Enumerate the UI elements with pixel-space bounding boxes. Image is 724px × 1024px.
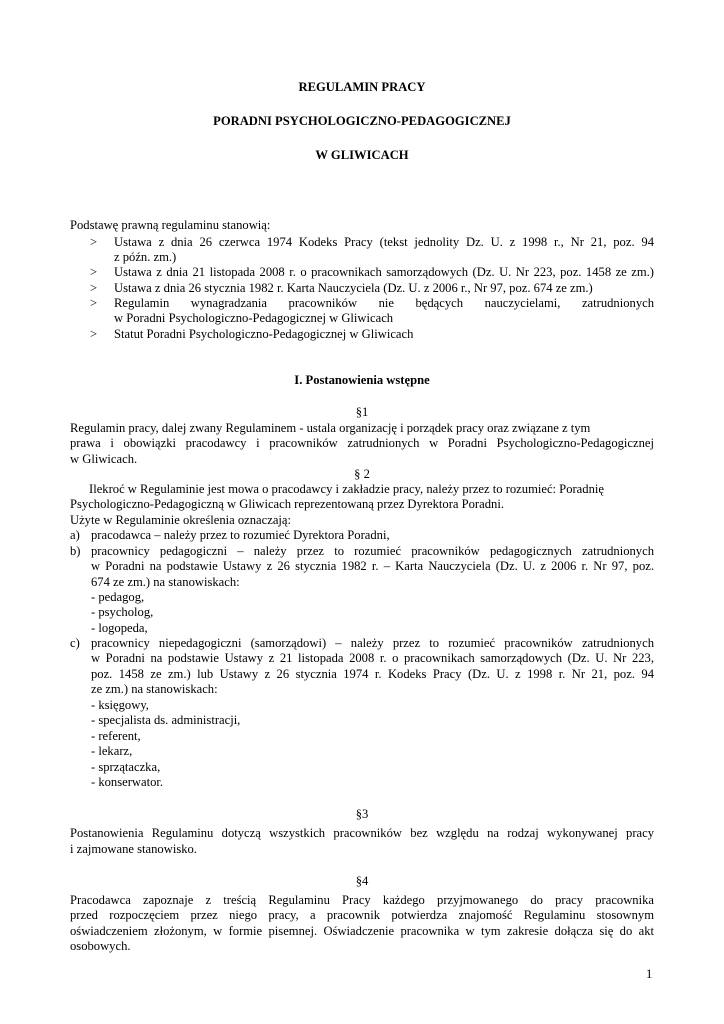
legal-basis-item: Ustawa z dnia 21 listopada 2008 r. o pracownikach samorządowych (Dz. U. Nr 223, poz. 1458 ze zm.) (114, 265, 654, 279)
paragraph-text: Regulamin pracy, dalej zwany Regulaminem - ustala organizację i porządek pracy oraz związane z tym (70, 421, 591, 435)
definition-text: w Poradni na podstawie Ustawy z 26 stycznia 1982 r. – Karta Nauczyciela (Dz. U. z 2006 r. Nr 97, poz. (91, 559, 654, 573)
list-bullet: > (90, 281, 98, 295)
position-item: - lekarz, (91, 744, 133, 758)
position-item: - pedagog, (91, 590, 145, 604)
legal-basis-item: Ustawa z dnia 26 stycznia 1982 r. Karta Nauczyciela (Dz. U. z 2006 r., Nr 97, poz. 674 ze zm.) (114, 281, 593, 295)
paragraph-text: i zajmowane stanowisko. (70, 842, 197, 856)
list-bullet: > (90, 265, 98, 279)
list-bullet: > (90, 327, 98, 341)
definition-text: pracodawca – należy przez to rozumieć Dyrektora Poradni, (91, 528, 390, 542)
position-item: - referent, (91, 729, 141, 743)
paragraph-text: Postanowienia Regulaminu dotyczą wszystkich pracowników bez względu na rodzaj wykonywanej pracy (70, 826, 654, 840)
document-subtitle: PORADNI PSYCHOLOGICZNO-PEDAGOGICZNEJ (213, 114, 511, 128)
legal-basis-intro: Podstawę prawną regulaminu stanowią: (70, 218, 271, 232)
position-item: - księgowy, (91, 698, 149, 712)
page-number: 1 (646, 967, 653, 981)
definition-text: poz. 1458 ze zm.) lub Ustawy z 26 stycznia 1974 r. Kodeks Pracy (Dz. U. z 1998 r. Nr 21, poz. 94 (91, 667, 654, 681)
legal-basis-item: Statut Poradni Psychologiczno-Pedagogicznej w Gliwicach (114, 327, 414, 341)
legal-basis-item-continued: z późn. zm.) (114, 250, 177, 264)
paragraph-text: w Gliwicach. (70, 452, 138, 466)
definition-label: a) (70, 528, 80, 542)
definition-text: pracownicy niepedagogiczni (samorządowi) – należy przez to rozumieć pracowników zatrudnionych (91, 636, 654, 650)
definition-text: 674 ze zm.) na stanowiskach: (91, 575, 240, 589)
paragraph-text: Użyte w Regulaminie określenia oznaczają: (70, 513, 291, 527)
legal-basis-item: Ustawa z dnia 26 czerwca 1974 Kodeks Pracy (tekst jednolity Dz. U. z 1998 r., Nr 21, poz. 94 (114, 235, 654, 249)
legal-basis-item: Regulamin wynagradzania pracowników nie będących nauczycielami, zatrudnionych (114, 296, 654, 310)
position-item: - psycholog, (91, 605, 154, 619)
paragraph-text: osobowych. (70, 939, 131, 953)
definition-label: b) (70, 544, 81, 558)
paragraph-text: Ilekroć w Regulaminie jest mowa o pracodawcy i zakładzie pracy, należy przez to rozumieć: Poradnię (89, 482, 604, 496)
document-title: REGULAMIN PRACY (298, 80, 426, 94)
document-location: W GLIWICACH (315, 148, 409, 162)
paragraph-mark: §3 (355, 807, 369, 821)
paragraph-text: Psychologiczno-Pedagogiczną w Gliwicach reprezentowaną przez Dyrektora Poradni. (70, 497, 504, 511)
position-item: - sprzątaczka, (91, 760, 161, 774)
position-item: - konserwator. (91, 775, 164, 789)
paragraph-text: oświadczeniem złożonym, w formie pisemnej. Oświadczenie pracownika w tym zakresie dołącza się do akt (70, 924, 654, 938)
definition-text: w Poradni na podstawie Ustawy z 21 listopada 2008 r. o pracownikach samorządowych (Dz. U. Nr 223, (91, 651, 654, 665)
definition-text: pracownicy pedagogiczni – należy przez to rozumieć pracowników pedagogicznych zatrudnionych (91, 544, 654, 558)
legal-basis-item-continued: w Poradni Psychologiczno-Pedagogicznej w Gliwicach (114, 311, 394, 325)
list-bullet: > (90, 296, 98, 310)
definition-text: ze zm.) na stanowiskach: (91, 682, 218, 696)
paragraph-text: Pracodawca zapoznaje z treścią Regulaminu Pracy każdego przyjmowanego do pracy pracownika (70, 893, 654, 907)
position-item: - specjalista ds. administracji, (91, 713, 241, 727)
position-item: - logopeda, (91, 621, 148, 635)
paragraph-mark: §1 (355, 405, 369, 419)
paragraph-text: przed rozpoczęciem przez niego pracy, a pracownik potwierdza znajomość Regulaminu stosownym (70, 908, 654, 922)
paragraph-mark: §4 (355, 874, 369, 888)
paragraph-mark: § 2 (354, 467, 370, 481)
paragraph-text: prawa i obowiązki pracodawcy i pracowników zatrudnionych w Poradni Psychologiczno-Pedagogicznej (70, 436, 654, 450)
section-heading: I. Postanowienia wstępne (294, 373, 430, 387)
definition-label: c) (70, 636, 80, 650)
list-bullet: > (90, 235, 98, 249)
